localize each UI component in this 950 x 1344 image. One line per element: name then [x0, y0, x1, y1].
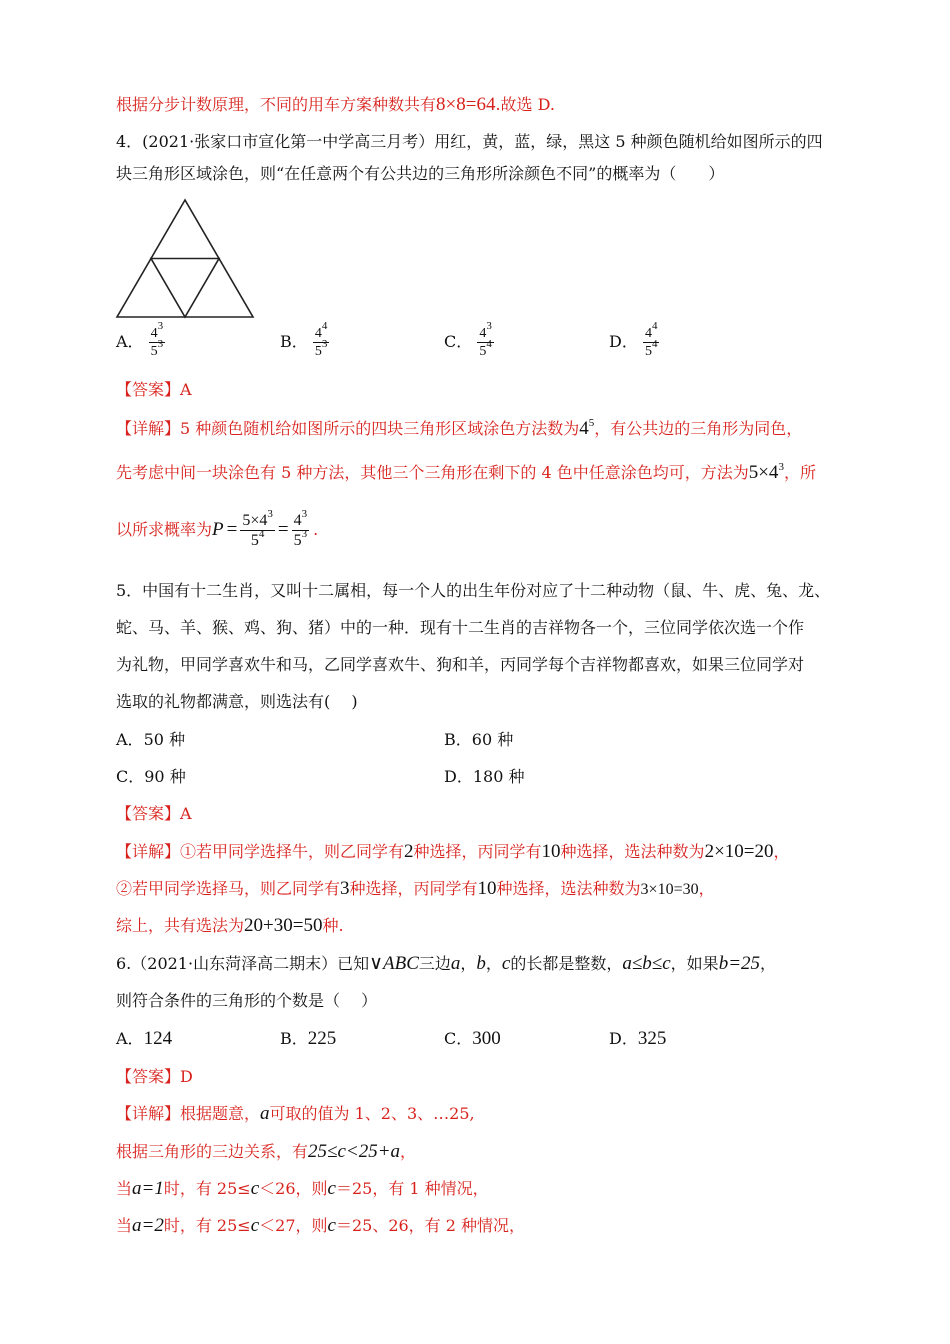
q4-option-b-fraction: $\frac{4^4}{5^3}$ — [314, 320, 328, 359]
q5-option-d[interactable]: D．180 种 — [444, 767, 525, 786]
q6-option-b[interactable]: B．225 — [280, 1028, 337, 1049]
q4-detail-line2: 先考虑中间一块涂色有 5 种方法，其他三个三角形在剩下的 4 色中任意涂色均可，方法为$5\times 4^3$，所 — [116, 461, 816, 483]
q5-detail-line2: ②若甲同学选择马，则乙同学有3种选择，丙同学有10种选择，选法种数为3×10=30， — [116, 878, 715, 899]
q6-detail-line1: 【详解】根据题意，a可取的值为 1、2、3、…25, — [116, 1103, 475, 1124]
q4-option-c[interactable] — [444, 320, 494, 359]
q4-prob-fraction-2: $\frac{4^3}{5^3}$ — [293, 508, 308, 549]
q4-option-a[interactable] — [116, 320, 165, 359]
q6-option-c[interactable]: C．300 — [444, 1028, 501, 1049]
q5-option-a[interactable]: A．50 种 — [116, 730, 186, 749]
q5-option-b[interactable]: B．60 种 — [444, 730, 514, 749]
q5-option-c[interactable]: C．90 种 — [116, 767, 186, 786]
q4-stem-line2: 块三角形区域涂色，则“在任意两个有公共边的三角形所涂颜色不同”的概率为（ ） — [116, 164, 725, 183]
q5-stem-line4: 选取的礼物都满意，则选法有( ) — [116, 692, 358, 711]
q4-option-a-fraction: $\frac{4^3}{5^3}$ — [150, 320, 164, 359]
q5-stem-line3: 为礼物，甲同学喜欢牛和马，乙同学喜欢牛、狗和羊，丙同学每个吉祥物都喜欢，如果三位同学对 — [116, 655, 805, 674]
q6-detail-line4: 当a=2时，有 25≤c＜27，则c＝25、26，有 2 种情况， — [116, 1215, 526, 1236]
q4-option-a-label: A． — [116, 332, 144, 351]
q4-option-d-fraction: $\frac{4^4}{5^4}$ — [644, 320, 658, 359]
q4-prob-fraction-1: $\frac{5\times 4^3}{5^4}$ — [242, 508, 273, 549]
q5-detail-line3: 综上，共有选法为20+30=50种. — [116, 915, 344, 936]
inner-triangle — [151, 259, 219, 318]
q4-option-c-label: C． — [444, 332, 473, 351]
q4-detail-line3: 以所求概率为P = $\frac{5\times 4^3}{5^4}$ = $\frac{4^3}{5^3}$ . — [116, 508, 319, 549]
q6-option-a[interactable]: A．124 — [116, 1028, 173, 1049]
q4-option-d-label: D． — [609, 332, 638, 351]
q5-answer: 【答案】A — [116, 804, 192, 823]
q6-stem-line1: 6.（2021·山东菏泽高二期末）已知∨ABC三边a，b，c的长都是整数，a≤b≤c，如果b=25， — [116, 953, 777, 974]
q5-detail-line1: 【详解】①若甲同学选择牛，则乙同学有2种选择，丙同学有10种选择，选法种数为2×10=20， — [116, 841, 790, 862]
q4-option-b-label: B． — [280, 332, 308, 351]
q4-stem-line1: 4．(2021·张家口市宣化第一中学高三月考）用红，黄，蓝，绿，黑这 5 种颜色随机给如图所示的四 — [116, 132, 823, 151]
q6-option-d[interactable]: D．325 — [609, 1028, 667, 1049]
q4-detail-line1: 【详解】5 种颜色随机给如图所示的四块三角形区域涂色方法数为$4^5$，有公共边的三角形为同色， — [116, 417, 803, 439]
q4-option-d[interactable] — [609, 320, 659, 359]
q6-answer: 【答案】D — [116, 1067, 193, 1086]
q6-detail-line3: 当a=1时，有 25≤c＜26，则c＝25，有 1 种情况， — [116, 1178, 489, 1199]
q4-option-b[interactable] — [280, 320, 329, 359]
q6-detail-line2: 根据三角形的三边关系，有25≤c<25+a， — [116, 1141, 417, 1162]
intro-tail: .故选 D. — [495, 95, 555, 114]
q6-stem-line2: 则符合条件的三角形的个数是（ ） — [116, 991, 378, 1010]
q4-option-c-fraction: $\frac{4^3}{5^4}$ — [479, 320, 492, 359]
intro-line — [116, 94, 555, 116]
intro-math: 8×8=64 — [436, 94, 496, 115]
q5-stem-line1: 5．中国有十二生肖，又叫十二属相，每一个人的出生年份对应了十二种动物（鼠、牛、虎、兔、龙、 — [116, 581, 831, 600]
intro-text: 根据分步计数原理，不同的用车方案种数共有 — [116, 95, 437, 114]
q4-triangle-figure — [114, 197, 256, 321]
q5-stem-line2: 蛇、马、羊、猴、鸡、狗、猪）中的一种．现有十二生肖的吉祥物各一个，三位同学依次选一个作 — [116, 618, 805, 637]
q4-answer: 【答案】A — [116, 380, 192, 399]
